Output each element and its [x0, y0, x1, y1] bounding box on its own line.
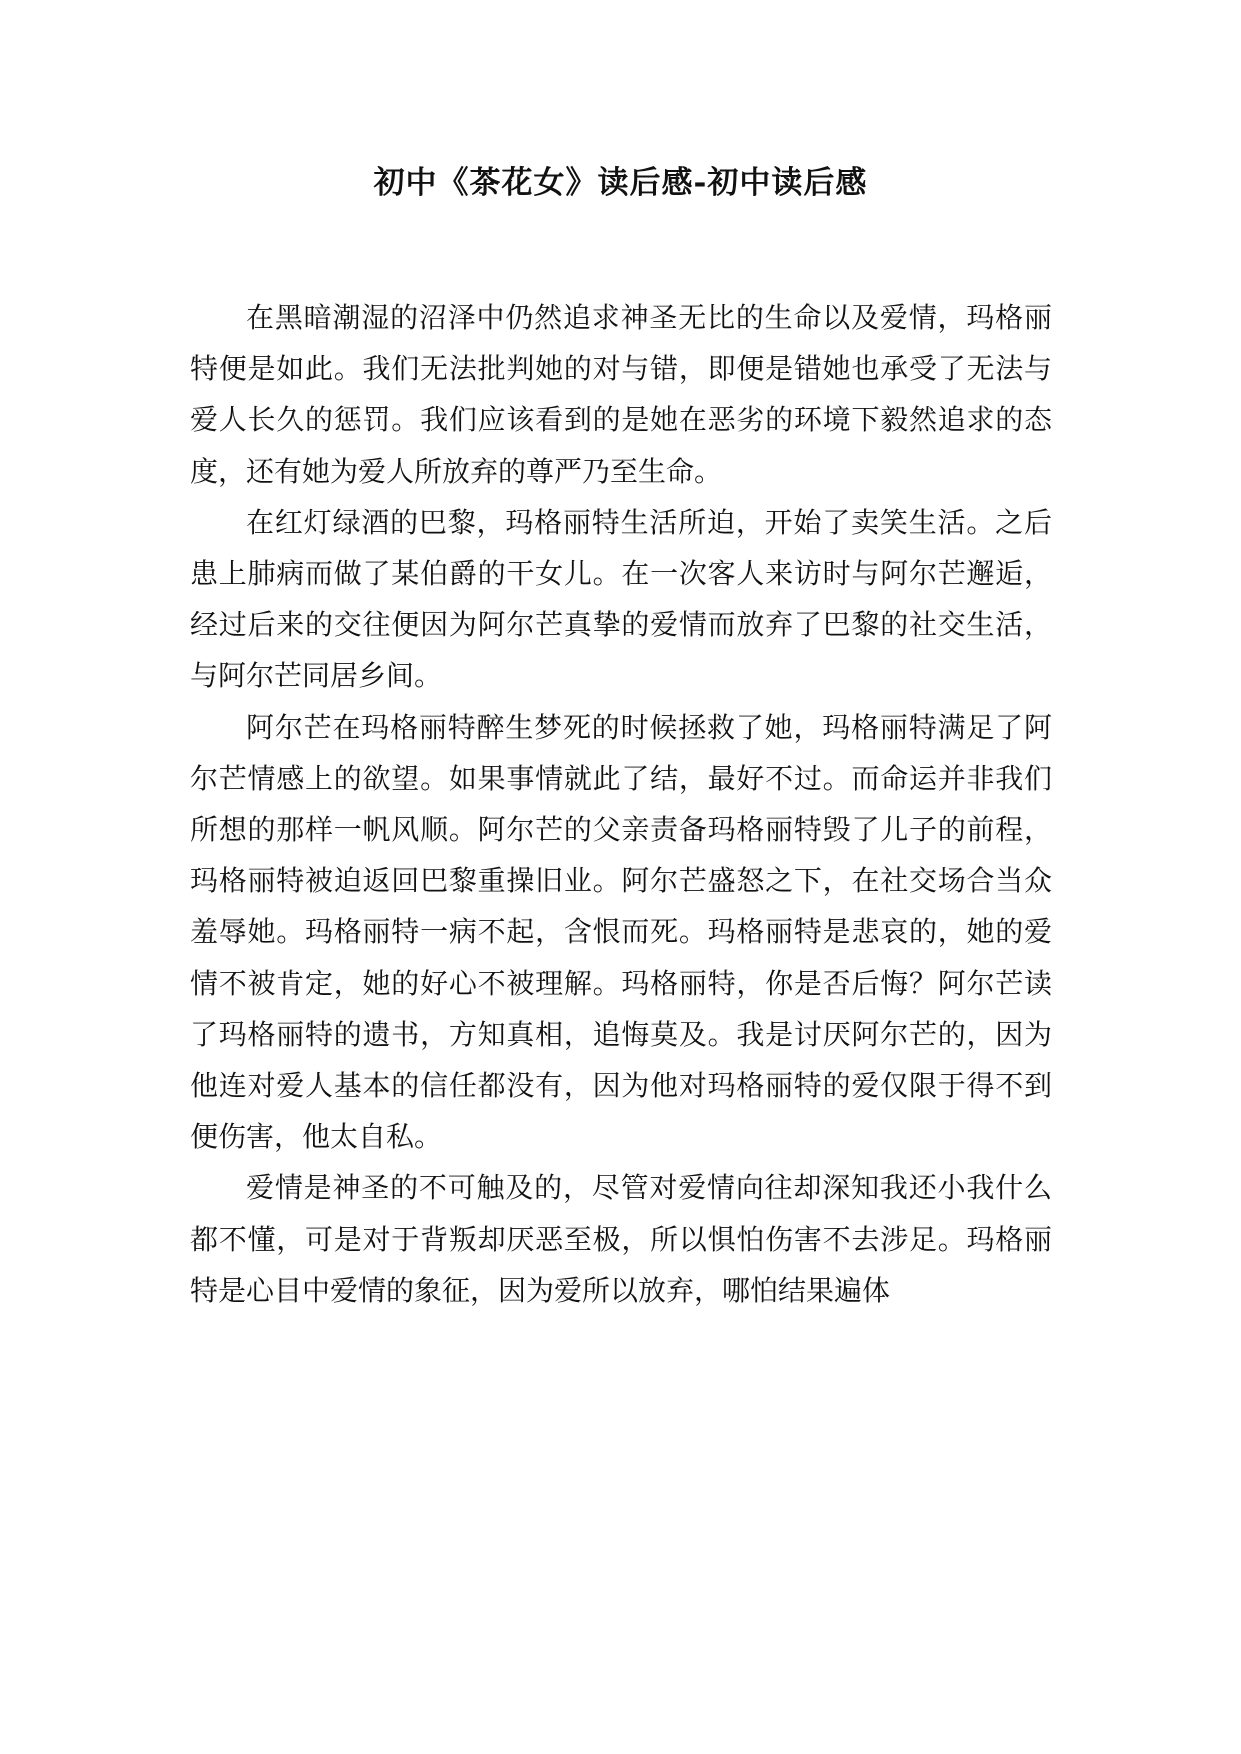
- document-title: 初中《茶花女》读后感-初中读后感: [373, 165, 868, 201]
- paragraph-3: 阿尔芒在玛格丽特醉生梦死的时候拯救了她，玛格丽特满足了阿尔芒情感上的欲望。如果事情就此了结，最好不过。而命运并非我们所想的那样一帆风顺。阿尔芒的父亲责备玛格丽特毁了儿子的前程，玛格丽特被迫返回巴黎重操旧业。阿尔芒盛怒之下，在社交场合当众羞辱她。玛格丽特一病不起，含恨而死。玛格丽特是悲哀的，她的爱情不被肯定，她的好心不被理解。玛格丽特，你是否后悔？阿尔芒读了玛格丽特的遗书，方知真相，追悔莫及。我是讨厌阿尔芒的，因为他连对爱人基本的信任都没有，因为他对玛格丽特的爱仅限于得不到便伤害，他太自私。: [190, 710, 1052, 1154]
- paragraph-4: 爱情是神圣的不可触及的，尽管对爱情向往却深知我还小我什么都不懂，可是对于背叛却厌恶至极，所以惧怕伤害不去涉足。玛格丽特是心目中爱情的象征，因为爱所以放弃，哪怕结果遍体: [190, 1171, 1052, 1307]
- paragraph-1: 在黑暗潮湿的沼泽中仍然追求神圣无比的生命以及爱情，玛格丽特便是如此。我们无法批判她的对与错，即便是错她也承受了无法与爱人长久的惩罚。我们应该看到的是她在恶劣的环境下毅然追求的态度，还有她为爱人所放弃的尊严乃至生命。: [190, 301, 1052, 488]
- document-body: [190, 292, 1052, 1316]
- paragraph-2: 在红灯绿酒的巴黎，玛格丽特生活所迫，开始了卖笑生活。之后患上肺病而做了某伯爵的干女儿。在一次客人来访时与阿尔芒邂逅，经过后来的交往便因为阿尔芒真挚的爱情而放弃了巴黎的社交生活，与阿尔芒同居乡间。: [190, 505, 1052, 693]
